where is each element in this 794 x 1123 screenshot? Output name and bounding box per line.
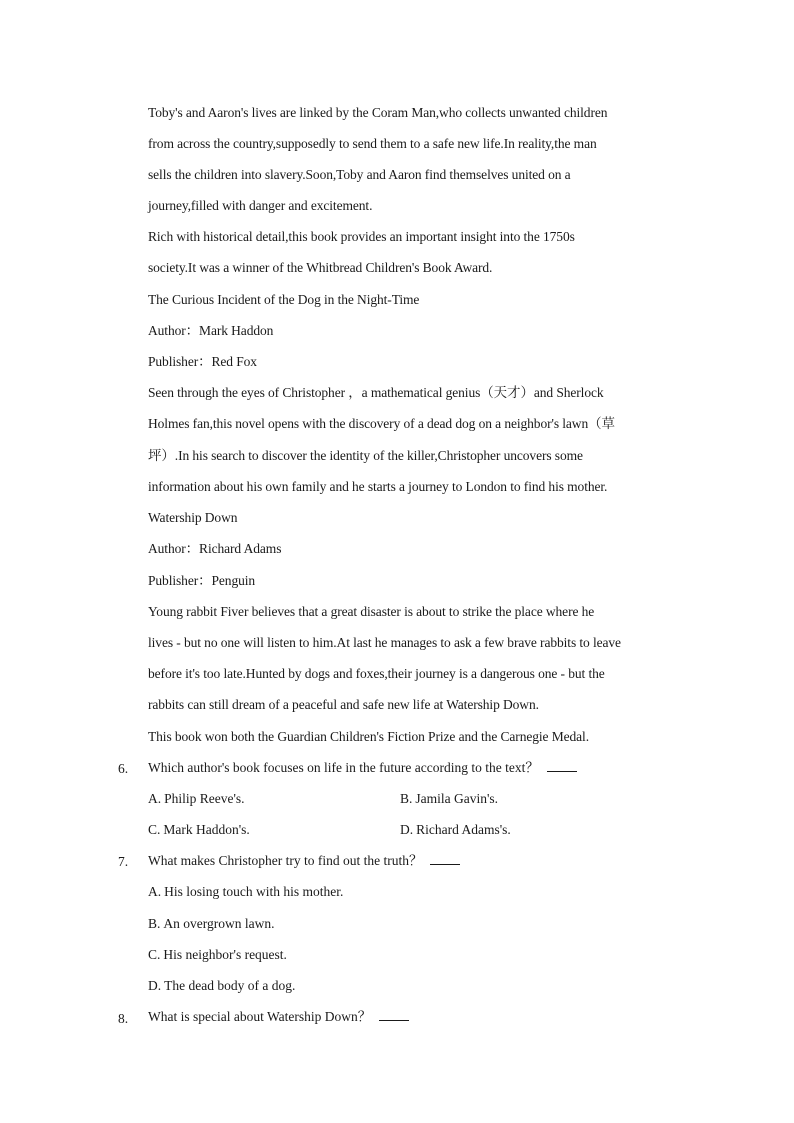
passage-line: before it's too late.Hunted by dogs and foxes,their journey is a dangerous one - but the xyxy=(148,666,605,681)
answer-blank[interactable] xyxy=(379,1008,409,1021)
passage-line: Holmes fan,this novel opens with the discovery of a dead dog on a neighbor's lawn（草 xyxy=(148,416,615,431)
passage-line: Toby's and Aaron's lives are linked by the Coram Man,who collects unwanted children xyxy=(148,105,608,120)
question-text xyxy=(148,852,460,870)
option-b[interactable] xyxy=(148,915,275,933)
passage-line: society.It was a winner of the Whitbread Children's Book Award. xyxy=(148,260,493,275)
option-d[interactable] xyxy=(148,977,295,995)
option-text: The dead body of a dog. xyxy=(164,978,296,993)
option-letter: A. xyxy=(148,791,162,806)
option-a[interactable] xyxy=(148,790,245,808)
passage-line: from across the country,supposedly to send them to a safe new life.In reality,the man xyxy=(148,136,597,151)
passage-line: sells the children into slavery.Soon,Toby and Aaron find themselves united on a xyxy=(148,167,571,182)
passage-line: Seen through the eyes of Christopher ，a mathematical genius（天才）and Sherlock xyxy=(148,385,604,400)
answer-blank[interactable] xyxy=(547,759,577,772)
book-publisher: Publisher：Red Fox xyxy=(148,354,257,369)
passage-line: information about his own family and he starts a journey to London to find his mother. xyxy=(148,479,608,494)
question-number: 7. xyxy=(118,854,129,869)
option-text: An overgrown lawn. xyxy=(163,916,275,931)
question-number: 6. xyxy=(118,761,129,776)
option-b[interactable] xyxy=(400,790,498,808)
passage-line: rabbits can still dream of a peaceful and safe new life at Watership Down. xyxy=(148,697,539,712)
passage-line: lives - but no one will listen to him.At last he manages to ask a few brave rabbits to leave xyxy=(148,635,621,650)
question-text xyxy=(148,1008,409,1026)
book-publisher: Publisher：Penguin xyxy=(148,573,256,588)
option-letter: D. xyxy=(148,978,162,993)
option-d[interactable] xyxy=(400,821,511,839)
book-title: The Curious Incident of the Dog in the Night-Time xyxy=(148,292,420,307)
option-letter: B. xyxy=(400,791,413,806)
option-letter: B. xyxy=(148,916,161,931)
question-text-content: What makes Christopher try to find out the truth？ xyxy=(148,853,423,868)
option-text: His losing touch with his mother. xyxy=(164,884,344,899)
option-letter: C. xyxy=(148,947,161,962)
passage-line: Rich with historical detail,this book provides an important insight into the 1750s xyxy=(148,229,575,244)
option-c[interactable] xyxy=(148,946,287,964)
option-text: Philip Reeve's. xyxy=(164,791,245,806)
passage-line: This book won both the Guardian Children's Fiction Prize and the Carnegie Medal. xyxy=(148,729,589,744)
passage-line: journey,filled with danger and excitement. xyxy=(148,198,373,213)
option-a[interactable] xyxy=(148,883,343,901)
book-author: Author：Mark Haddon xyxy=(148,323,274,338)
question-text-content: Which author's book focuses on life in the future according to the text？ xyxy=(148,760,539,775)
question-text-content: What is special about Watership Down？ xyxy=(148,1009,372,1024)
passage-line: Young rabbit Fiver believes that a great disaster is about to strike the place where he xyxy=(148,604,595,619)
option-c[interactable] xyxy=(148,821,250,839)
question-number: 8. xyxy=(118,1011,129,1026)
option-text: His neighbor's request. xyxy=(163,947,287,962)
option-text: Jamila Gavin's. xyxy=(415,791,499,806)
option-letter: D. xyxy=(400,822,414,837)
option-text: Mark Haddon's. xyxy=(163,822,250,837)
question-text xyxy=(148,759,577,777)
option-text: Richard Adams's. xyxy=(416,822,511,837)
option-letter: A. xyxy=(148,884,162,899)
passage-line: 坪）.In his search to discover the identity of the killer,Christopher uncovers some xyxy=(148,448,583,463)
book-author: Author：Richard Adams xyxy=(148,541,282,556)
answer-blank[interactable] xyxy=(430,852,460,865)
option-letter: C. xyxy=(148,822,161,837)
book-title: Watership Down xyxy=(148,510,238,525)
